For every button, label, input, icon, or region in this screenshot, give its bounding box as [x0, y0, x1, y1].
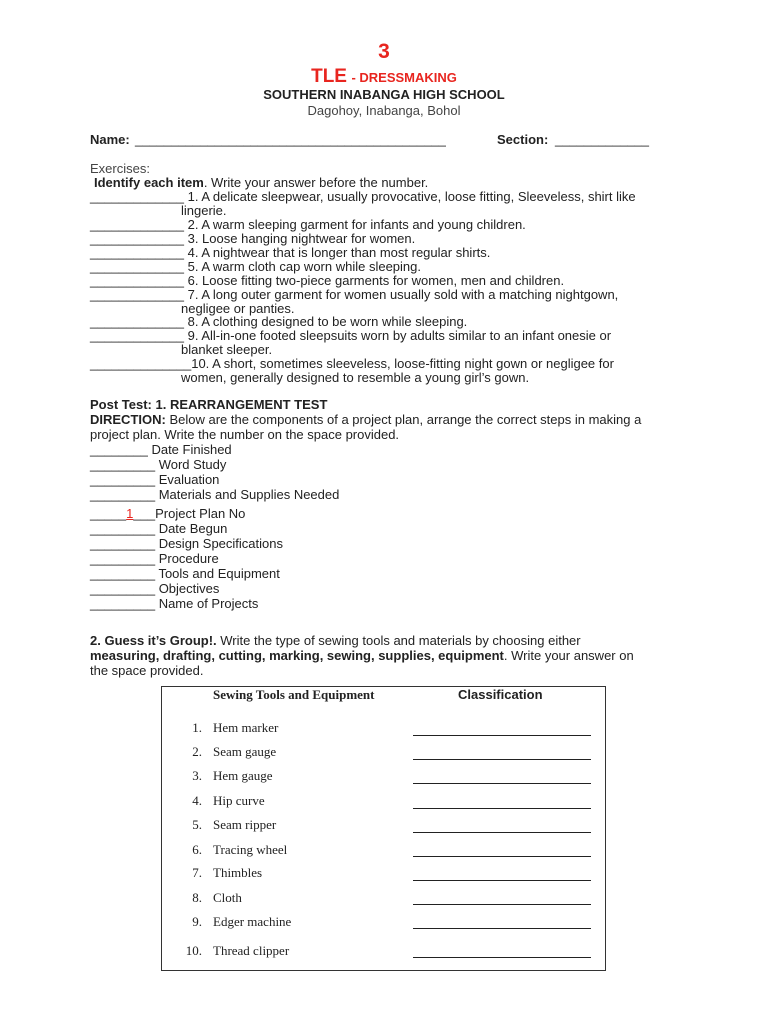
- step-blank[interactable]: _________: [90, 487, 156, 502]
- step-blank[interactable]: ___: [133, 506, 156, 521]
- exercise-item-7[interactable]: _____________ 7. A long outer garment for women usually sold with a matching nightgown,: [90, 287, 619, 302]
- step-row[interactable]: [90, 521, 227, 536]
- step-blank[interactable]: _____: [90, 506, 127, 521]
- exercise-item-7-cont: negligee or panties.: [181, 301, 295, 316]
- row-tool-name: Thread clipper: [213, 943, 290, 958]
- direction-text: Below are the components of a project plan, arrange the correct steps in making a: [165, 412, 642, 427]
- step-label: Tools and Equipment: [155, 566, 280, 581]
- subject-suffix: - DRESSMAKING: [351, 70, 457, 85]
- exercise-item-1[interactable]: _____________ 1. A delicate sleepwear, usually provocative, loose fitting, Sleeveless, shirt like: [90, 189, 636, 204]
- step-row[interactable]: [90, 536, 283, 551]
- group-test-instruction: Write the type of sewing tools and materials by choosing either: [216, 633, 581, 648]
- row-tool-name: Hem marker: [213, 720, 279, 735]
- answer-line[interactable]: [413, 928, 591, 929]
- exercise-item-5[interactable]: _____________ 5. A warm cloth cap worn while sleeping.: [90, 259, 421, 274]
- group-test-options-line: [90, 649, 634, 663]
- school-address: Dagohoy, Inabanga, Bohol: [307, 103, 461, 118]
- row-tool-name: Hem gauge: [213, 768, 273, 783]
- step-label: Objectives: [155, 581, 220, 596]
- group-test-title: 2. Guess it’s Group!.: [90, 633, 217, 648]
- step-row-answered[interactable]: [90, 506, 245, 521]
- answer-line[interactable]: [413, 783, 591, 784]
- direction-label: DIRECTION:: [90, 412, 166, 427]
- post-test-direction-cont: project plan. Write the number on the space provided.: [90, 427, 400, 442]
- row-tool-name: Tracing wheel: [213, 842, 288, 857]
- group-test-options-rest: . Write your answer on: [503, 648, 634, 663]
- post-test-direction: [90, 413, 641, 427]
- group-test-cont: the space provided.: [90, 663, 204, 678]
- exercise-item-1-cont: lingerie.: [181, 203, 227, 218]
- step-row[interactable]: [90, 566, 280, 581]
- answer-line[interactable]: [413, 832, 591, 833]
- step-label: Project Plan No: [155, 506, 246, 521]
- subject-title: [0, 66, 768, 88]
- step-label: Evaluation: [155, 472, 220, 487]
- exercises-heading: Exercises:: [90, 161, 150, 176]
- step-blank[interactable]: _________: [90, 521, 156, 536]
- row-number: 8.: [192, 890, 202, 905]
- page-number: 3: [378, 40, 390, 63]
- step-answer[interactable]: 1: [126, 506, 134, 521]
- step-label: Word Study: [155, 457, 227, 472]
- step-blank[interactable]: _________: [90, 536, 156, 551]
- row-number: 6.: [192, 842, 202, 857]
- answer-line[interactable]: [413, 735, 591, 736]
- step-row[interactable]: [90, 442, 232, 457]
- step-label: Materials and Supplies Needed: [155, 487, 340, 502]
- step-label: Procedure: [155, 551, 219, 566]
- step-blank[interactable]: _________: [90, 581, 156, 596]
- step-blank[interactable]: _________: [90, 551, 156, 566]
- post-test-title: Post Test: 1. REARRANGEMENT TEST: [90, 397, 328, 412]
- row-tool-name: Edger machine: [213, 914, 292, 929]
- step-blank[interactable]: _________: [90, 596, 156, 611]
- step-label: Name of Projects: [155, 596, 259, 611]
- step-label: Design Specifications: [155, 536, 283, 551]
- row-number: 2.: [192, 744, 202, 759]
- step-row[interactable]: [90, 472, 219, 487]
- classification-table: [161, 686, 606, 971]
- group-test-title-line: [90, 634, 581, 648]
- subject-name: TLE: [311, 66, 347, 87]
- row-tool-name: Thimbles: [213, 865, 263, 880]
- section-field[interactable]: _____________: [555, 132, 649, 147]
- row-tool-name: Seam gauge: [213, 744, 277, 759]
- step-row[interactable]: [90, 457, 226, 472]
- answer-line[interactable]: [413, 856, 591, 857]
- step-blank[interactable]: ________: [90, 442, 148, 457]
- row-number: 7.: [192, 865, 202, 880]
- step-blank[interactable]: _________: [90, 566, 156, 581]
- name-label: Name:: [90, 132, 130, 147]
- exercise-item-10-cont: women, generally designed to resemble a young girl’s gown.: [181, 370, 530, 385]
- answer-line[interactable]: [413, 759, 591, 760]
- step-row[interactable]: [90, 596, 258, 611]
- exercises-instruction: [94, 176, 428, 190]
- step-row[interactable]: [90, 551, 219, 566]
- exercise-item-6[interactable]: _____________ 6. Loose fitting two-piece garments for women, men and children.: [90, 273, 565, 288]
- row-tool-name: Cloth: [213, 890, 242, 905]
- exercise-item-9-cont: blanket sleeper.: [181, 342, 273, 357]
- group-test-options: measuring, drafting, cutting, marking, sewing, supplies, equipment: [90, 648, 504, 663]
- answer-line[interactable]: [413, 808, 591, 809]
- row-number: 5.: [192, 817, 202, 832]
- row-number: 3.: [192, 768, 202, 783]
- step-label: Date Finished: [147, 442, 232, 457]
- exercise-item-3[interactable]: _____________ 3. Loose hanging nightwear for women.: [90, 231, 416, 246]
- row-number: 9.: [192, 914, 202, 929]
- instruction-rest: . Write your answer before the number.: [203, 175, 429, 190]
- answer-line[interactable]: [413, 904, 591, 905]
- table-header-classification: Classification: [458, 687, 543, 702]
- row-number: 1.: [192, 720, 202, 735]
- step-blank[interactable]: _________: [90, 472, 156, 487]
- row-tool-name: Hip curve: [213, 793, 265, 808]
- step-blank[interactable]: _________: [90, 457, 156, 472]
- exercise-item-8[interactable]: _____________ 8. A clothing designed to be worn while sleeping.: [90, 314, 468, 329]
- step-row[interactable]: [90, 581, 219, 596]
- table-header-tools: Sewing Tools and Equipment: [213, 687, 375, 702]
- answer-line[interactable]: [413, 880, 591, 881]
- exercise-item-4[interactable]: _____________ 4. A nightwear that is longer than most regular shirts.: [90, 245, 491, 260]
- exercise-item-2[interactable]: _____________ 2. A warm sleeping garment for infants and young children.: [90, 217, 526, 232]
- row-tool-name: Seam ripper: [213, 817, 277, 832]
- answer-line[interactable]: [413, 957, 591, 958]
- step-row[interactable]: [90, 487, 339, 502]
- section-label: Section:: [497, 132, 549, 147]
- exercise-item-9[interactable]: _____________ 9. All-in-one footed sleepsuits worn by adults similar to an infant onesie or: [90, 328, 612, 343]
- row-number: 10.: [185, 943, 202, 958]
- school-name: SOUTHERN INABANGA HIGH SCHOOL: [263, 87, 505, 102]
- name-field[interactable]: ___________________________________________: [135, 132, 446, 147]
- row-number: 4.: [192, 793, 202, 808]
- instruction-bold: Identify each item: [94, 175, 204, 190]
- exercise-item-10[interactable]: ______________10. A short, sometimes sleeveless, loose-fitting night gown or negligee for: [90, 356, 614, 371]
- step-label: Date Begun: [155, 521, 228, 536]
